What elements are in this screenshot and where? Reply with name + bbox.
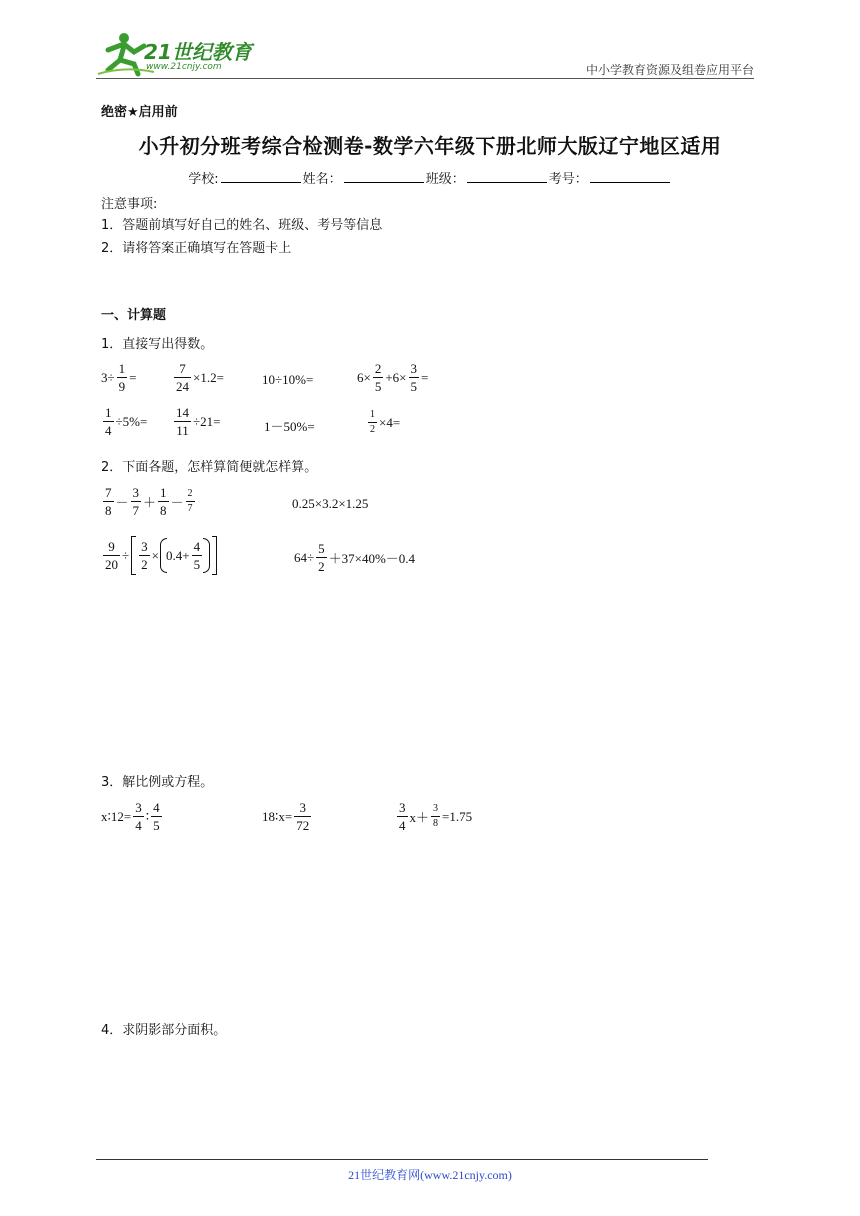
- numerator: 3: [135, 800, 142, 815]
- q1-item-e: [101, 406, 147, 437]
- q1-item-c: 10÷10%=: [262, 372, 314, 387]
- logo-url: www.21cnjy.com: [146, 62, 222, 72]
- operator: －: [115, 495, 129, 510]
- numerator: 1: [160, 485, 167, 500]
- q3a-fraction-2: [151, 801, 162, 832]
- q2a-fraction-3: [158, 486, 169, 517]
- section-heading-calc: 一、计算题: [101, 308, 167, 323]
- denominator: 8: [433, 818, 439, 829]
- q1f-fraction: [174, 406, 191, 437]
- q2d-fraction: [316, 542, 327, 573]
- numerator: 2: [187, 488, 193, 499]
- footer-divider: [96, 1159, 708, 1160]
- q1h-fraction: [368, 410, 377, 435]
- denominator: 72: [296, 818, 310, 833]
- denominator: 5: [410, 379, 418, 394]
- q2-item-d: [294, 542, 415, 573]
- q1e-post: ÷5%=: [115, 413, 148, 429]
- q1b-fraction: [174, 362, 191, 393]
- secret-label: 绝密★启用前: [101, 105, 178, 120]
- numerator: 1: [370, 409, 375, 420]
- denominator: 24: [176, 379, 189, 394]
- name-label: 姓名：: [302, 172, 342, 187]
- q2-prompt: 2．下面各题，怎样算简便就怎样算。: [101, 460, 318, 475]
- q1f-post: ÷21=: [193, 413, 221, 429]
- paren-group: [160, 540, 210, 571]
- numerator: 3: [399, 800, 406, 815]
- denominator: 5: [153, 818, 160, 833]
- logo-text: 21世纪教育: [144, 40, 252, 64]
- q3c-fraction-1: [397, 801, 408, 832]
- inner-term: 0.4+: [165, 547, 190, 563]
- denominator: 5: [374, 379, 382, 394]
- denominator: 8: [160, 503, 167, 518]
- q2-item-a: [101, 486, 197, 517]
- q3c-mid: x＋: [409, 810, 430, 825]
- q1-item-d: [357, 362, 428, 393]
- numerator: 4: [193, 539, 201, 554]
- header-divider: [96, 78, 754, 79]
- q3c-post: =1.75: [442, 808, 473, 824]
- numerator: 7: [179, 361, 186, 376]
- q1-prompt: 1．直接写出得数。: [101, 337, 214, 352]
- q3a-fraction-1: [133, 801, 144, 832]
- q1e-fraction: [103, 406, 114, 437]
- numerator: 3: [410, 361, 418, 376]
- q3b-pre: 18∶x=: [262, 808, 293, 824]
- q3-item-b: [262, 801, 313, 832]
- q1b-post: ×1.2=: [193, 369, 224, 385]
- site-logo: [94, 30, 264, 78]
- numerator: 14: [176, 405, 189, 420]
- school-label: 学校:: [188, 172, 219, 187]
- operator: ÷: [122, 547, 130, 563]
- numerator: 7: [105, 485, 112, 500]
- exam-no-blank[interactable]: [590, 170, 670, 183]
- header-platform-text: 中小学教育资源及组卷应用平台: [585, 63, 754, 77]
- q4-prompt: 4．求阴影部分面积。: [101, 1023, 227, 1038]
- notice-heading: 注意事项:: [101, 197, 158, 212]
- denominator: 9: [118, 379, 126, 394]
- q1d-fraction-1: [373, 362, 384, 393]
- denominator: 8: [105, 503, 112, 518]
- numerator: 4: [153, 800, 160, 815]
- q3a-pre: x∶12=: [101, 808, 132, 824]
- q2a-fraction-2: [131, 486, 142, 517]
- denominator: 7: [132, 503, 140, 518]
- q2-item-b: 0.25×3.2×1.25: [292, 496, 369, 511]
- denominator: 4: [399, 818, 406, 833]
- q2a-fraction-1: [103, 486, 114, 517]
- denominator: 20: [105, 557, 118, 572]
- denominator: 2: [318, 559, 325, 574]
- square-bracket-group: [131, 540, 217, 571]
- numerator: 1: [105, 405, 112, 420]
- class-blank[interactable]: [467, 170, 547, 183]
- q3b-fraction: [294, 801, 311, 832]
- school-blank[interactable]: [221, 170, 301, 183]
- numerator: 5: [318, 541, 325, 556]
- denominator: 11: [176, 423, 189, 438]
- q3-item-c: [395, 801, 472, 832]
- page-title: 小升初分班考综合检测卷-数学六年级下册北师大版辽宁地区适用: [138, 134, 722, 158]
- numerator: 3: [299, 800, 306, 815]
- q3-prompt: 3．解比例或方程。: [101, 775, 214, 790]
- operator: ×: [151, 547, 159, 563]
- q1-item-b: [172, 362, 224, 393]
- q2d-pre: 64÷: [294, 549, 315, 565]
- q2-item-c: [101, 540, 219, 571]
- q1d-post: =: [421, 369, 429, 385]
- q2c-fraction-1: [103, 540, 120, 571]
- q2d-post: ＋37×40%－0.4: [328, 551, 416, 566]
- exam-no-label: 考号：: [548, 172, 588, 187]
- q2c-fraction-3: [192, 540, 203, 571]
- q3c-fraction-2: [431, 804, 440, 829]
- notice-item-1: 1．答题前填写好自己的姓名、班级、考号等信息: [101, 218, 383, 233]
- denominator: 4: [105, 423, 112, 438]
- footer-link[interactable]: 21世纪教育网(www.21cnjy.com): [348, 1168, 512, 1182]
- q2c-fraction-2: [139, 540, 150, 571]
- q1a-fraction: [117, 362, 128, 393]
- numerator: 3: [433, 803, 439, 814]
- q1d-mid: +6×: [385, 369, 407, 385]
- operator: －: [170, 495, 184, 510]
- operator: ＋: [143, 495, 157, 510]
- numerator: 2: [374, 361, 382, 376]
- q1h-post: ×4=: [379, 414, 401, 430]
- numerator: 3: [132, 485, 140, 500]
- denominator: 4: [135, 818, 142, 833]
- q1-item-f: [172, 406, 220, 437]
- numerator: 1: [118, 361, 126, 376]
- q1d-fraction-2: [409, 362, 420, 393]
- denominator: 2: [141, 557, 148, 572]
- numerator: 9: [108, 539, 115, 554]
- class-label: 班级：: [425, 172, 465, 187]
- q1a-post: =: [129, 369, 137, 385]
- q1-item-a: [101, 362, 136, 393]
- q1a-pre: 3÷: [101, 369, 115, 385]
- q3a-mid: ∶: [145, 808, 150, 824]
- denominator: 2: [370, 424, 375, 435]
- q3-item-a: [101, 801, 164, 832]
- denominator: 7: [187, 503, 193, 514]
- denominator: 5: [193, 557, 201, 572]
- q1-item-g: 1－50%=: [264, 419, 315, 434]
- name-blank[interactable]: [344, 170, 424, 183]
- q1d-pre: 6×: [357, 369, 371, 385]
- q2a-fraction-4: [186, 489, 195, 514]
- q1-item-h: [366, 410, 400, 435]
- student-info-line: [0, 168, 860, 187]
- notice-item-2: 2．请将答案正确填写在答题卡上: [101, 241, 292, 256]
- numerator: 3: [141, 539, 148, 554]
